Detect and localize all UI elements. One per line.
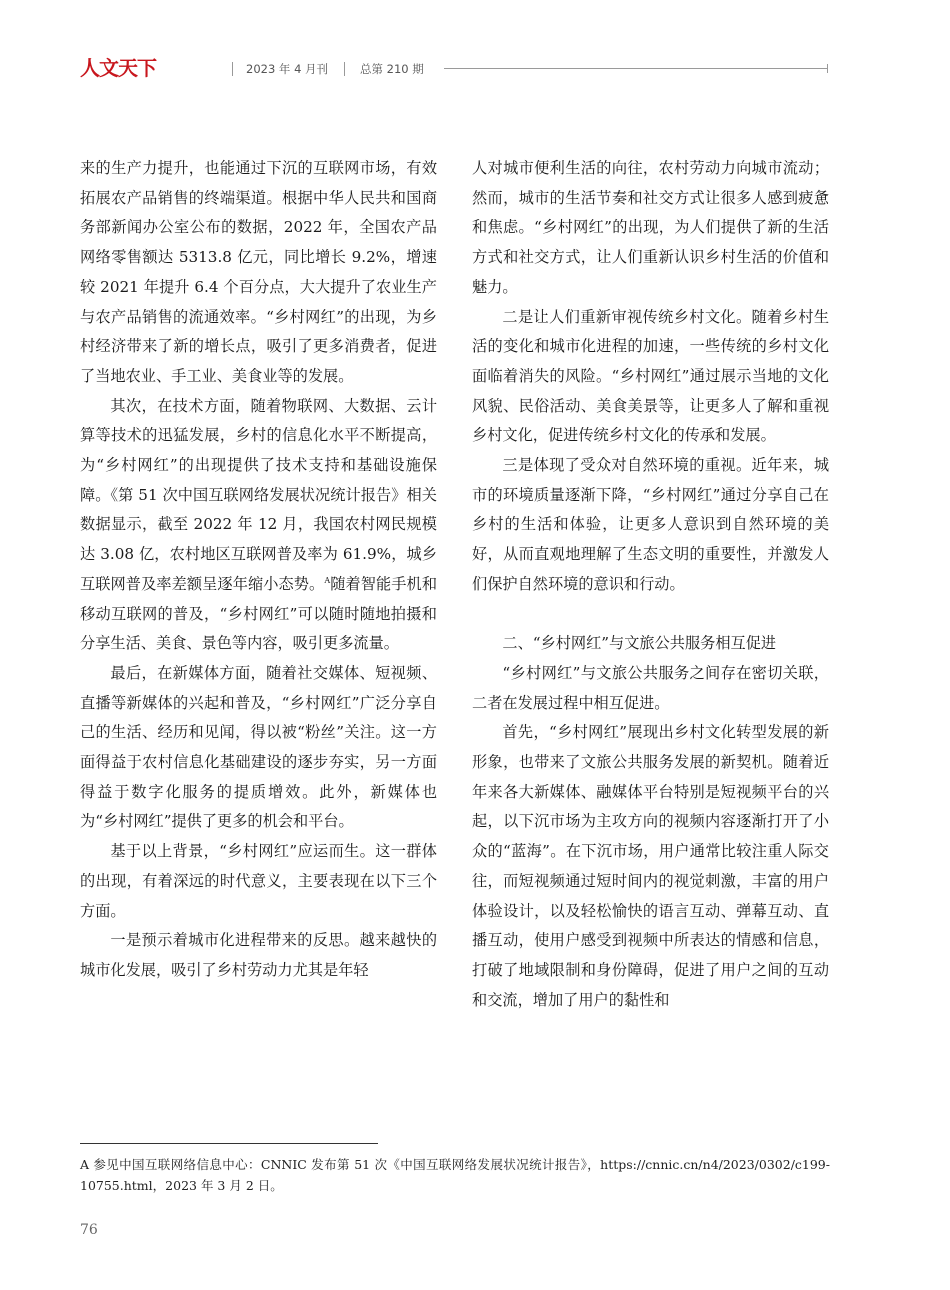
journal-logo: 人文天下 <box>80 56 156 80</box>
header-separator <box>232 62 233 76</box>
right-column <box>472 154 829 1015</box>
page-number: 76 <box>80 1222 98 1238</box>
section-heading: 二、“乡村网红”与文旅公共服务相互促进 <box>502 634 777 653</box>
paragraph: 二是让人们重新审视传统乡村文化。随着乡村生活的变化和城市化进程的加速，一些传统的乡村文化面临着消失的风险。“乡村网红”通过展示当地的文化风貌、民俗活动、美食美景等，让更多人了解和重视乡村文化，促进传统乡村文化的传承和发展。 <box>472 307 829 445</box>
paragraph: 来的生产力提升，也能通过下沉的互联网市场，有效拓展农产品销售的终端渠道。根据中华人民共和国商务部新闻办公室公布的数据，2022 年，全国农产品网络零售额达 5313.8 亿元，同比增长 9.2%，增速较 2021 年提升 6.4 个百分点，大大提升了农业生产与农产品销售的流通效率。“乡村网红”的出现，为乡村经济带来了新的增长点，吸引了更多消费者，促进了当地农业、手工业、美食业等的发展。 <box>80 159 437 385</box>
paragraph: 基于以上背景，“乡村网红”应运而生。这一群体的出现，有着深远的时代意义，主要表现在以下三个方面。 <box>80 842 437 920</box>
header-separator <box>344 62 345 76</box>
paragraph <box>80 392 437 659</box>
paragraph: “乡村网红”与文旅公共服务之间存在密切关联，二者在发展过程中相互促进。 <box>472 663 829 712</box>
paragraph: 人对城市便利生活的向往，农村劳动力向城市流动；然而，城市的生活节奏和社交方式让很多人感到疲惫和焦虑。“乡村网红”的出现，为人们提供了新的生活方式和社交方式，让人们重新认识乡村生活的价值和魅力。 <box>472 159 829 296</box>
paragraph-text: 随着智能手机和移动互联网的普及，“乡村网红”可以随时随地拍摄和分享生活、美食、景色等内容，吸引更多流量。 <box>80 574 438 653</box>
running-header <box>80 54 830 84</box>
paragraph: 三是体现了受众对自然环境的重视。近年来，城市的环境质量逐渐下降，“乡村网红”通过分享自己在乡村的生活和体验，让更多人意识到自然环境的美好，从而直观地理解了生态文明的重要性，并激发人们保护自然环境的意识和行动。 <box>472 456 829 593</box>
header-rule-tick <box>827 64 828 73</box>
left-column <box>80 154 437 986</box>
footnote: A 参见中国互联网络信息中心：CNNIC 发布第 51 次《中国互联网络发展状况统计报告》，https://cnnic.cn/n4/2023/0302/c199-10755.html，2023 年 3 月 2 日。 <box>80 1157 830 1193</box>
paragraph: 最后，在新媒体方面，随着社交媒体、短视频、直播等新媒体的兴起和普及，“乡村网红”广泛分享自己的生活、经历和见闻，得以被“粉丝”关注。这一方面得益于农村信息化基础建设的逐步夯实，另一方面得益于数字化服务的提质增效。此外，新媒体也为“乡村网红”提供了更多的机会和平台。 <box>80 663 437 831</box>
issue-date: 2023 年 4 月刊 <box>246 62 329 76</box>
footnote-marker[interactable]: A <box>324 575 331 585</box>
issue-number: 总第 210 期 <box>360 62 424 76</box>
paragraph-text: 其次，在技术方面，随着物联网、大数据、云计算等技术的迅猛发展，乡村的信息化水平不断提高，为“乡村网红”的出现提供了技术支持和基础设施保障。《第 51 次中国互联网络发展状况统计报告》相关数据显示，截至 2022 年 12 月，我国农村网民规模达 3.08 亿，农村地区互联网普及率为 61.9%，城乡互联网普及率差额呈逐年缩小态势。 <box>80 396 437 593</box>
header-rule <box>444 68 828 69</box>
paragraph: 一是预示着城市化进程带来的反思。越来越快的城市化发展，吸引了乡村劳动力尤其是年轻 <box>80 931 437 979</box>
footnote-rule <box>80 1143 378 1144</box>
paragraph: 首先，“乡村网红”展现出乡村文化转型发展的新形象，也带来了文旅公共服务发展的新契机。随着近年来各大新媒体、融媒体平台特别是短视频平台的兴起，以下沉市场为主攻方向的视频内容逐渐打开了小众的“蓝海”。在下沉市场，用户通常比较注重人际交往，而短视频通过短时间内的视觉刺激，丰富的用户体验设计，以及轻松愉快的语言互动、弹幕互动、直播互动，使用户感受到视频中所表达的情感和信息，打破了地域限制和身份障碍，促进了用户之间的互动和交流，增加了用户的黏性和 <box>472 723 829 1009</box>
